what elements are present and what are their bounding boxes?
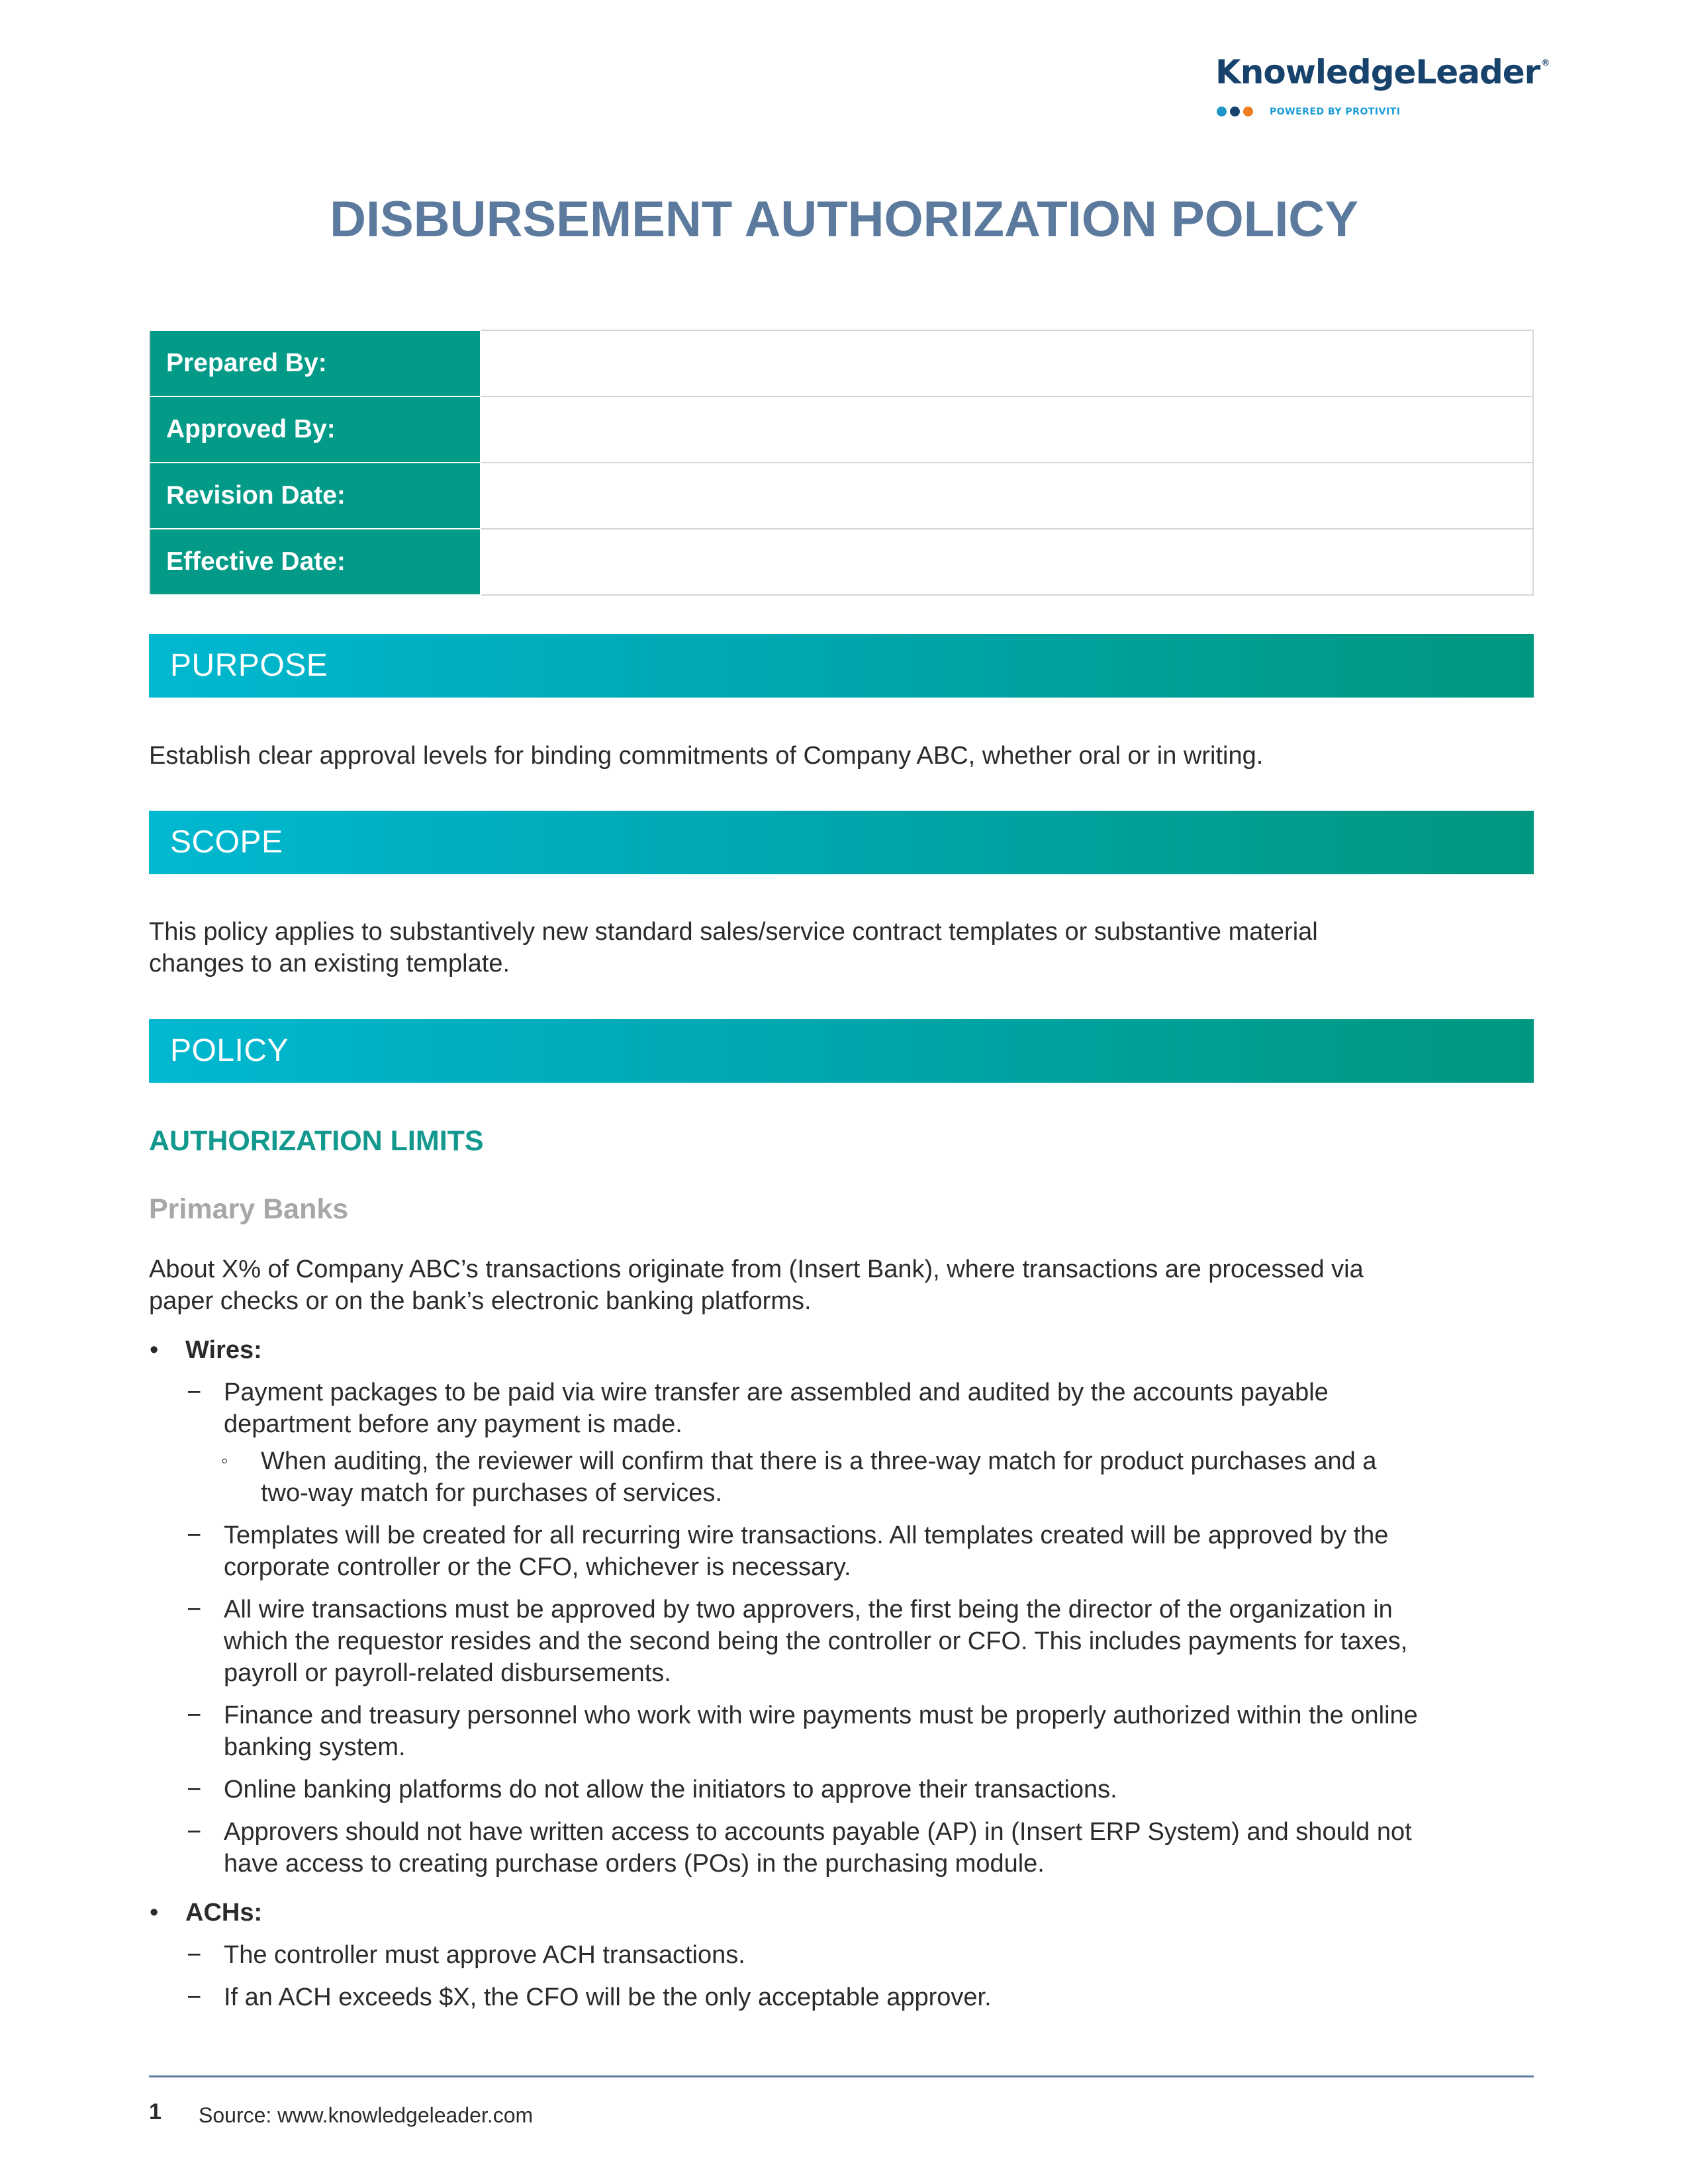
wires-item-4-line-2: banking system. bbox=[224, 1733, 406, 1761]
wires-item-6-line-2: have access to creating purchase orders (POs) in the purchasing module. bbox=[224, 1850, 1045, 1878]
table-row bbox=[150, 330, 1533, 396]
policy-heading: POLICY bbox=[170, 1033, 289, 1068]
dash-icon: − bbox=[187, 1596, 202, 1623]
revision-date-label: Revision Date: bbox=[150, 463, 481, 529]
dash-icon: − bbox=[187, 1522, 202, 1549]
wires-item-2-line-1: Templates will be created for all recurring wire transactions. All templates created will be approved by the bbox=[224, 1522, 1389, 1549]
revision-date-value bbox=[481, 463, 1533, 529]
policy-section-header bbox=[149, 1019, 1534, 1083]
authorization-limits-heading: AUTHORIZATION LIMITS bbox=[149, 1125, 484, 1157]
wires-subitem-line-1: When auditing, the reviewer will confirm that there is a three-way match for product purchases and a bbox=[261, 1447, 1377, 1475]
wires-item-3-line-3: payroll or payroll-related disbursements. bbox=[224, 1659, 671, 1687]
document-title: DISBURSEMENT AUTHORIZATION POLICY bbox=[330, 191, 1358, 248]
wires-item-6-line-1: Approvers should not have written access to accounts payable (AP) in (Insert ERP System) and should not bbox=[224, 1818, 1412, 1846]
dash-icon: − bbox=[187, 1702, 202, 1729]
scope-text-line-2: changes to an existing template. bbox=[149, 950, 510, 978]
wires-item-1-line-1: Payment packages to be paid via wire transfer are assembled and audited by the accounts payable bbox=[224, 1379, 1329, 1406]
logo-dot-blue bbox=[1217, 107, 1227, 116]
prepared-by-label: Prepared By: bbox=[150, 330, 481, 396]
approved-by-value bbox=[481, 396, 1533, 463]
circle-bullet-icon: ◦ bbox=[221, 1450, 228, 1472]
achs-item-2: If an ACH exceeds $X, the CFO will be the only acceptable approver. bbox=[224, 1983, 992, 2011]
purpose-text: Establish clear approval levels for binding commitments of Company ABC, whether oral or in writing. bbox=[149, 742, 1264, 770]
wires-item-3-line-1: All wire transactions must be approved by two approvers, the first being the director of the organization in bbox=[224, 1596, 1393, 1623]
achs-label: ACHs: bbox=[185, 1899, 263, 1927]
scope-heading: SCOPE bbox=[170, 825, 283, 860]
bullet-icon: • bbox=[150, 1336, 159, 1364]
policy-intro-line-1: About X% of Company ABC’s transactions originate from (Insert Bank), where transactions are processed via bbox=[149, 1255, 1364, 1283]
policy-intro-line-2: paper checks or on the bank’s electronic banking platforms. bbox=[149, 1287, 812, 1315]
achs-item-1: The controller must approve ACH transactions. bbox=[224, 1941, 745, 1969]
primary-banks-heading: Primary Banks bbox=[149, 1193, 349, 1225]
dash-icon: − bbox=[187, 1818, 202, 1846]
logo-name: KnowledgeLeader bbox=[1215, 53, 1540, 91]
wires-item-1-line-2: department before any payment is made. bbox=[224, 1410, 682, 1438]
effective-date-value bbox=[481, 529, 1533, 595]
logo-tagline: POWERED BY PROTIVITI bbox=[1270, 107, 1401, 117]
wires-item-3-line-2: which the requestor resides and the second being the controller or CFO. This includes payments for taxes, bbox=[224, 1627, 1408, 1655]
bullet-icon: • bbox=[150, 1899, 159, 1927]
scope-text-line-1: This policy applies to substantively new standard sales/service contract templates or substantive material bbox=[149, 918, 1318, 946]
document-info-table bbox=[149, 330, 1534, 596]
wires-item-4-line-1: Finance and treasury personnel who work with wire payments must be properly authorized within the online bbox=[224, 1702, 1418, 1729]
dash-icon: − bbox=[187, 1941, 202, 1969]
prepared-by-value bbox=[481, 330, 1533, 396]
wires-label: Wires: bbox=[185, 1336, 262, 1364]
table-row bbox=[150, 463, 1533, 529]
effective-date-label: Effective Date: bbox=[150, 529, 481, 595]
footer-divider bbox=[149, 2075, 1534, 2077]
scope-section-header bbox=[149, 811, 1534, 874]
approved-by-label: Approved By: bbox=[150, 396, 481, 463]
wires-item-2-line-2: corporate controller or the CFO, whichever is necessary. bbox=[224, 1553, 851, 1581]
dash-icon: − bbox=[187, 1983, 202, 2011]
dash-icon: − bbox=[187, 1379, 202, 1406]
purpose-section-header bbox=[149, 634, 1534, 698]
table-row bbox=[150, 396, 1533, 463]
dash-icon: − bbox=[187, 1776, 202, 1803]
logo-dot-navy bbox=[1230, 107, 1240, 116]
logo-registered-mark: ® bbox=[1541, 58, 1550, 68]
wires-subitem-line-2: two-way match for purchases of services. bbox=[261, 1479, 722, 1507]
table-row bbox=[150, 529, 1533, 595]
wires-item-5-line-1: Online banking platforms do not allow the initiators to approve their transactions. bbox=[224, 1776, 1117, 1803]
logo-dot-orange bbox=[1243, 107, 1253, 116]
page-number: 1 bbox=[149, 2099, 162, 2124]
source-text: Source: www.knowledgeleader.com bbox=[199, 2103, 534, 2127]
purpose-heading: PURPOSE bbox=[170, 648, 328, 683]
